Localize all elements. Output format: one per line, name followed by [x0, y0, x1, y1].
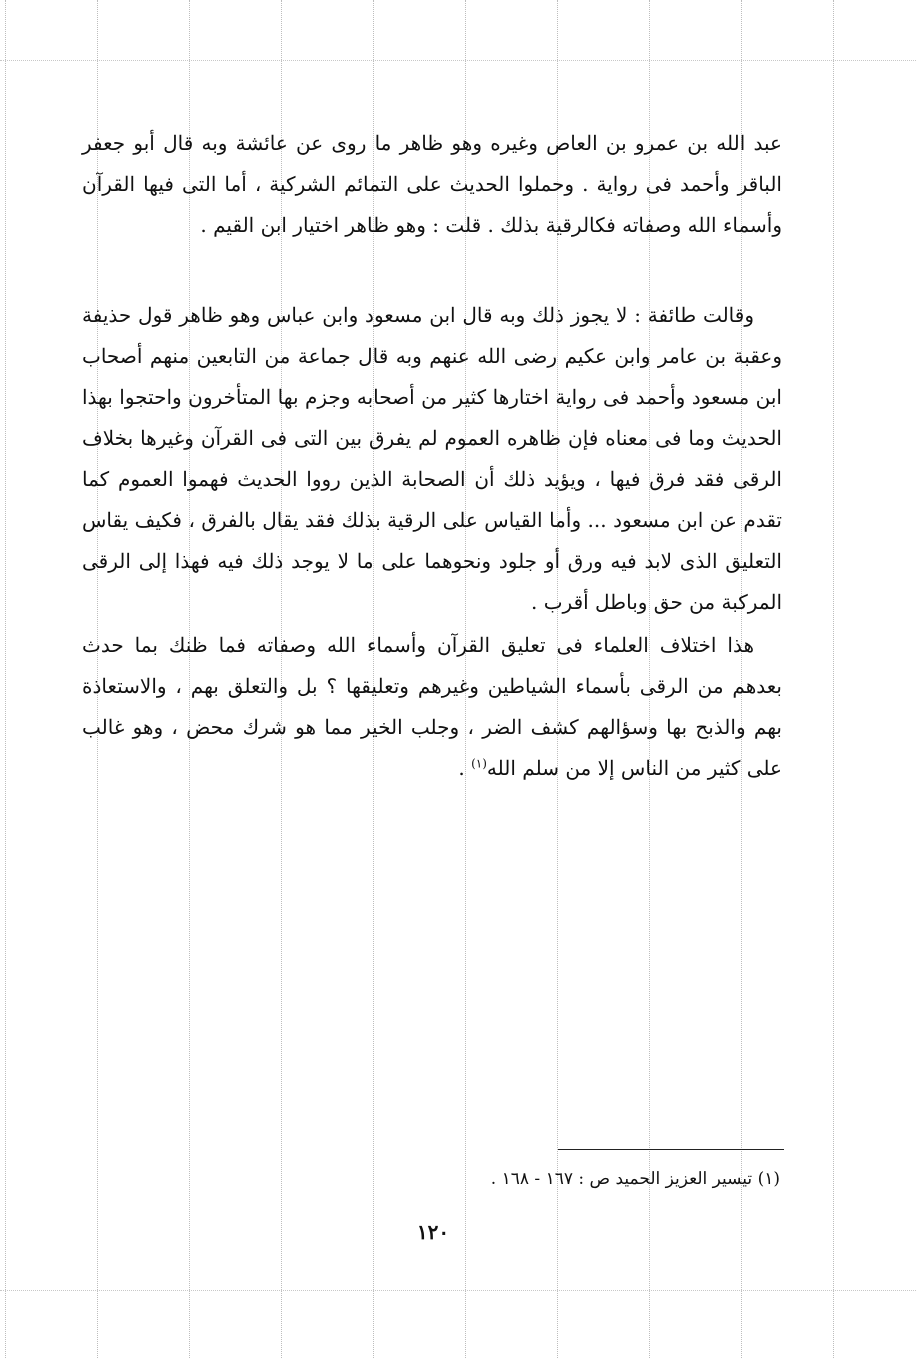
footnote-marker: (١) [757, 1169, 780, 1189]
footnote-reference[interactable]: (١) [471, 756, 487, 771]
scan-guide-line [0, 1290, 916, 1291]
paragraph-2-text: وقالت طائفة : لا يجوز ذلك وبه قال ابن مسعود وابن عباس وهو ظاهر قول حذيفة وعقبة بن عامر وابن عكيم رضى الله عنهم وبه قال جماعة من التابعين منهم أصحاب ابن مسعود وأحمد فى رواية اختارها كثير من أصحابه وجزم بها المتأخرون واحتجوا بهذا الحديث وما فى معناه فإن ظاهره العموم لم يفرق بين التى فى القرآن وغيرها بخلاف الرقى فقد فرق فيها ، ويؤيد ذلك أن الصحابة الذين رووا الحديث فهموا العموم كما تقدم عن ابن مسعود ... وأما القياس على الرقية بذلك فقد يقال بالفرق ، فكيف يقاس التعليق الذى لابد فيه ورق أو جلود ونحوهما على ما لا يوجد ذلك فيه فهذا إلى الرقى المركبة من حق وباطل أقرب . [82, 303, 782, 614]
footnote [360, 1167, 780, 1191]
scan-guide-line [5, 0, 6, 1358]
paragraph-2 [82, 295, 782, 623]
paragraph-3-text: هذا اختلاف العلماء فى تعليق القرآن وأسماء الله وصفاته فما ظنك بما حدث بعدهم من الرقى بأسماء الشياطين وغيرهم وتعليقها ؟ بل والتعلق بهم ، والاستعاذة بهم والذبح بها وسؤالهم كشف الضر ، وجلب الخير مما هو شرك محض ، وهو غالب على كثير من الناس إلا من سلم الله [82, 633, 782, 780]
paragraph-1-text: عبد الله بن عمرو بن العاص وغيره وهو ظاهر ما روى عن عائشة وبه قال أبو جعفر الباقر وأحمد فى رواية . وحملوا الحديث على التمائم الشركية ، أما التى فيها القرآن وأسماء الله وصفاته فكالرقية بذلك . قلت : وهو ظاهر اختيار ابن القيم . [82, 131, 782, 237]
footnote-text: تيسير العزيز الحميد ص : ١٦٧ - ١٦٨ . [490, 1169, 753, 1189]
scan-guide-line [833, 0, 834, 1358]
paragraph-1 [82, 123, 782, 246]
footnote-divider [558, 1149, 784, 1150]
paragraph-3 [82, 625, 782, 789]
scan-guide-line [0, 60, 916, 61]
page-number: ١٢٠ [416, 1220, 450, 1244]
paragraph-3-end: . [458, 756, 472, 780]
